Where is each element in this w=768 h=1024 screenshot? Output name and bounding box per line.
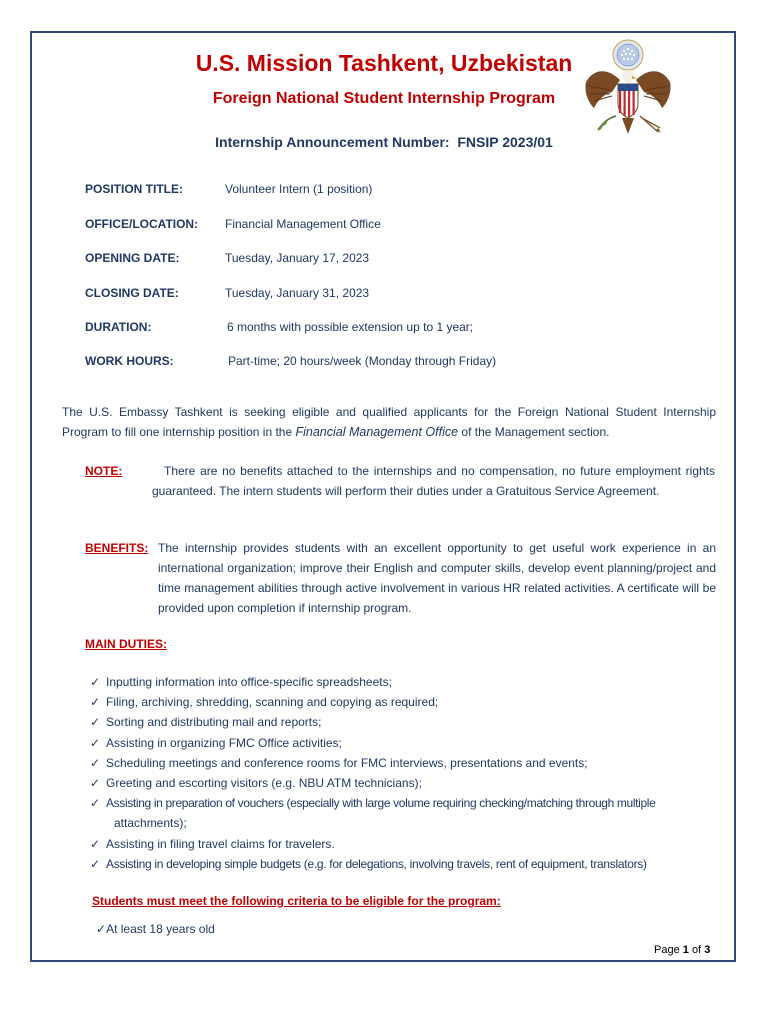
field-value-duration: 6 months with possible extension up to 1 year; [227,320,474,334]
field-value-opening-date: Tuesday, January 17, 2023 [225,251,370,265]
checkmark-icon: ✓ [90,856,101,871]
checkmark-icon: ✓ [90,776,101,791]
announcement-label: Internship Announcement Number: [215,134,450,150]
intro-text-2: of the Management section. [458,425,610,439]
intro-emphasis: Financial Management Office [295,425,459,439]
criteria-heading: Students must meet the following criteria to be eligible for the program: [92,894,501,908]
checkmark-icon: ✓ [90,695,101,710]
list-item: ✓ Assisting in filing travel claims for travelers. [90,834,740,854]
field-label-position-title: POSITION TITLE: [85,182,183,196]
intro-text-1: The U.S. Embassy Tashkent is seeking eligible and qualified applicants for the Foreign National Student Internship Program to fill one internship position in the [62,405,716,439]
list-item: ✓ Filing, archiving, shredding, scanning and copying as required; [90,692,740,712]
checkmark-icon: ✓ [96,922,107,936]
benefits-text: The internship provides students with an excellent opportunity to get useful work experience in an international organization; improve their English and computer skills, develop event planning/project and time management abilities through active involvement in various HR related activities. A certificate will be provided upon completion if internship program. [158,541,716,615]
benefits-label: BENEFITS: [85,541,149,555]
checkmark-icon: ✓ [90,755,101,770]
field-label-opening-date: OPENING DATE: [85,251,180,265]
program-subtitle: Foreign National Student Internship Program [212,90,556,107]
list-item: ✓ Scheduling meetings and conference rooms for FMC interviews, presentations and events; [90,753,740,773]
list-item: ✓ Assisting in developing simple budgets (e.g. for delegations, involving travels, rent of equipment, translators) [90,854,740,874]
us-great-seal-eagle-icon [580,38,675,146]
main-duties-list [90,672,740,874]
list-item: ✓ Assisting in preparation of vouchers (especially with large volume requiring checking/matching through multiple attachments); [90,793,740,833]
field-label-work-hours: WORK HOURS: [85,354,174,368]
checkmark-icon: ✓ [90,836,101,851]
list-item: ✓ Sorting and distributing mail and reports; [90,712,740,732]
list-item: ✓ Greeting and escorting visitors (e.g. NBU ATM technicians); [90,773,740,793]
checkmark-icon: ✓ [90,735,101,750]
field-value-closing-date: Tuesday, January 31, 2023 [225,286,370,300]
main-duties-label: MAIN DUTIES: [85,637,167,651]
list-item: ✓ Inputting information into office-specific spreadsheets; [90,672,740,692]
field-value-position-title: Volunteer Intern (1 position) [225,182,373,196]
checkmark-icon: ✓ [90,715,101,730]
list-item-continuation: attachments); [114,816,187,831]
field-label-closing-date: CLOSING DATE: [85,286,179,300]
note-label: NOTE: [85,464,123,478]
checkmark-icon: ✓ [90,796,101,811]
field-label-office-location: OFFICE/LOCATION: [85,217,199,231]
field-value-work-hours: Part-time; 20 hours/week (Monday through Friday) [228,354,497,368]
field-label-duration: DURATION: [85,320,152,334]
criteria-item: ✓At least 18 years old [96,922,215,936]
intro-paragraph [62,402,716,442]
page-title: U.S. Mission Tashkent, Uzbekistan [195,50,573,76]
note-text: There are no benefits attached to the internships and no compensation, no future employment rights guaranteed. The intern students will perform their duties under a Gratuitous Service Agreement. [152,464,715,498]
list-item: ✓ Assisting in organizing FMC Office activities; [90,733,740,753]
announcement-number: FNSIP 2023/01 [457,134,553,150]
page-number: Page 1 of 3 [654,944,711,956]
field-value-office-location: Financial Management Office [225,217,381,231]
checkmark-icon: ✓ [90,675,101,689]
